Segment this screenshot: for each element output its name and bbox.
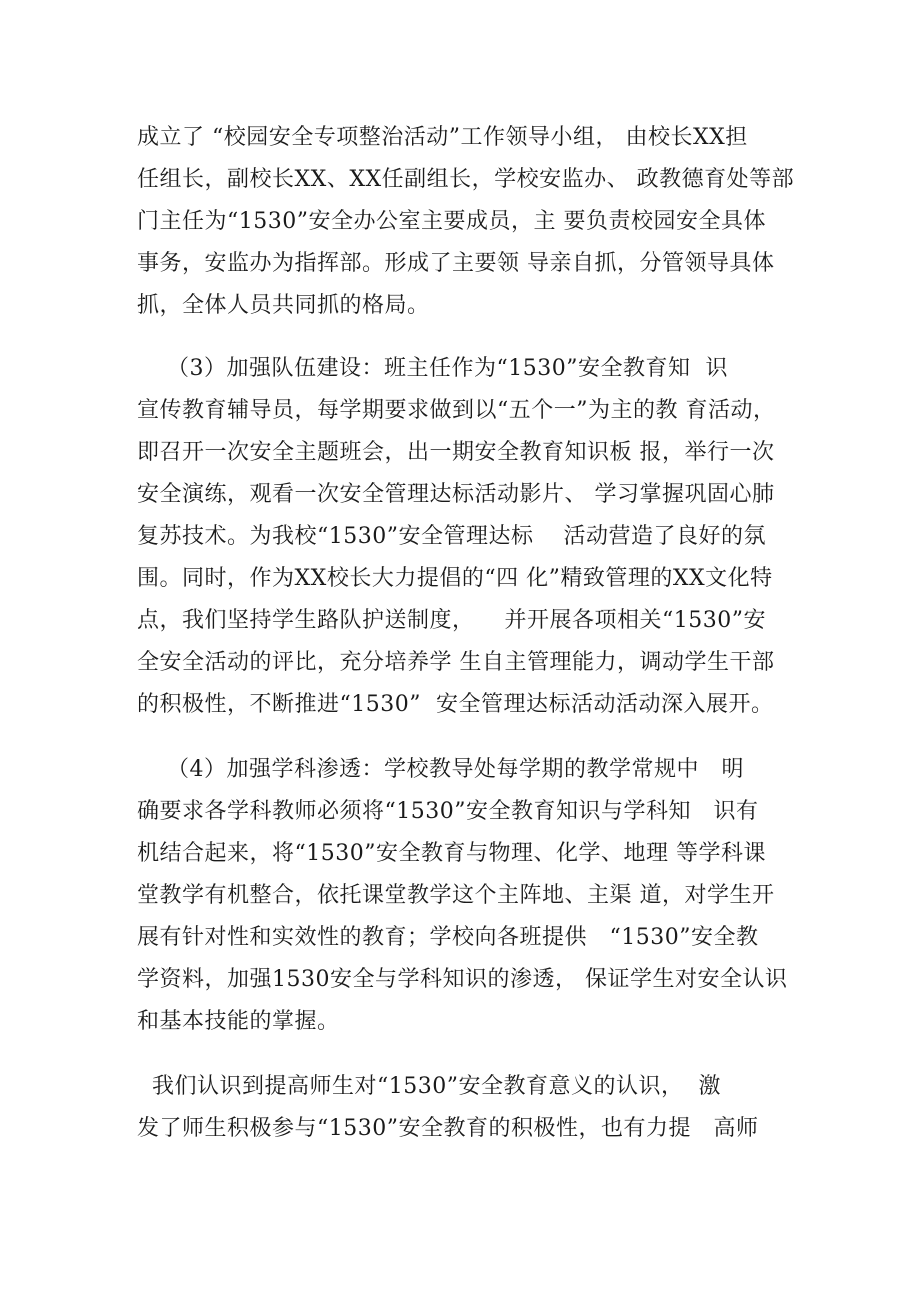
text-line: 门主任为“1530”安全办公室主要成员，主 要负责校园安全具体 — [137, 209, 766, 234]
text-line: 学资料，加强1530安全与学科知识的渗透， 保证学生对安全认识 — [137, 967, 788, 992]
text-line: 展有针对性和实效性的教育；学校向各班提供 “1530”安全教 — [137, 925, 759, 950]
text-line: 即召开一次安全主题班会，出一期安全教育知识板 报，举行一次 — [137, 440, 775, 465]
text-line: 成立了 “校园安全专项整治活动”工作领导小组， 由校长XX担 — [137, 125, 748, 150]
text-line: 点，我们坚持学生路队护送制度， 并开展各项相关“1530”安 — [137, 608, 766, 633]
text-line: 和基本技能的掌握。 — [137, 1009, 340, 1034]
paragraph-4-line: （4）加强学科渗透：学校教导处每学期的教学常规中 明 — [137, 757, 744, 782]
text-line: 堂教学有机整合，依托课堂教学这个主阵地、主渠 道，对学生开 — [137, 883, 775, 908]
text-line: 机结合起来，将“1530”安全教育与物理、化学、地理 等学科课 — [137, 841, 766, 866]
text-line: 围。同时，作为XX校长大力提倡的“四 化”精致管理的XX文化特 — [137, 566, 773, 591]
text-line: 抓，全体人员共同抓的格局。 — [137, 293, 430, 318]
text-line: 事务，安监办为指挥部。形成了主要领 导亲自抓，分管领导具体 — [137, 251, 775, 276]
text-line: 发了师生积极参与“1530”安全教育的积极性，也有力提 高师 — [137, 1116, 759, 1141]
text-line: 全安全活动的评比，充分培养学 生自主管理能力，调动学生干部 — [137, 650, 775, 675]
text-line: 复苏技术。为我校“1530”安全管理达标 活动营造了良好的氛 — [137, 524, 766, 549]
paragraph-3-line: （3）加强队伍建设：班主任作为“1530”安全教育知 识 — [137, 356, 728, 381]
text-line: 任组长，副校长XX、XX任副组长，学校安监办、 政教德育处等部 — [137, 167, 795, 192]
text-line: 安全演练，观看一次安全管理达标活动影片、 学习掌握巩固心肺 — [137, 482, 775, 507]
text-line: 宣传教育辅导员，每学期要求做到以“五个一”为主的教 育活动， — [137, 398, 776, 423]
text-line: 的积极性，不断推进“1530” 安全管理达标活动活动深入展开。 — [137, 692, 774, 717]
text-line: 确要求各学科教师必须将“1530”安全教育知识与学科知 识有 — [137, 799, 759, 824]
paragraph-5-line: 我们认识到提高师生对“1530”安全教育意义的认识， 激 — [137, 1074, 721, 1099]
